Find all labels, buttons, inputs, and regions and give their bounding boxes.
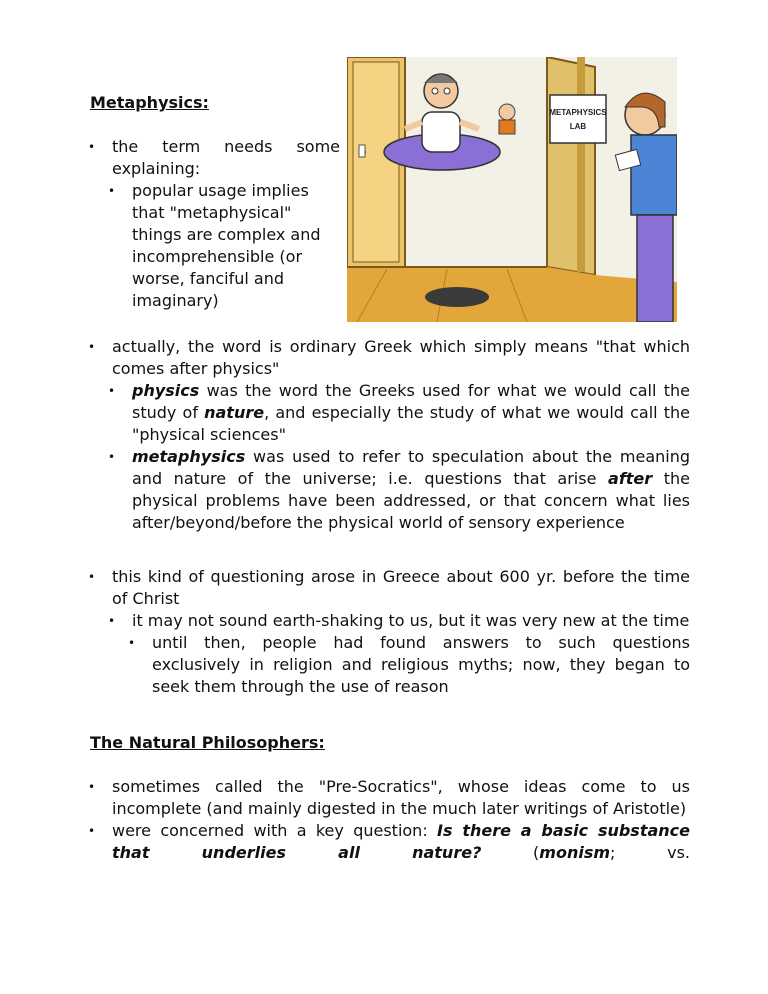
heading-metaphysics: Metaphysics: xyxy=(90,93,209,112)
bullet-term-explaining: • the term needs some explaining: xyxy=(90,136,340,180)
bullet-physics: • physics was the word the Greeks used for what we would call the study of nature, and especially the study of what we would call the "physical sciences" xyxy=(110,380,690,446)
heading-natural-philosophers: The Natural Philosophers: xyxy=(90,733,325,752)
bullet-religious-myths: • until then, people had found answers to such questions exclusively in religion and religious myths; now, they began to seek them through the use of reason xyxy=(130,632,690,698)
bullet-metaphysics-term: • metaphysics was used to refer to speculation about the meaning and nature of the universe; i.e. questions that arise after the physical problems have been addressed, or that concern what lies after/beyond/before the physical world of sensory experience xyxy=(110,446,690,534)
bullet-popular-usage: • popular usage implies that "metaphysical" things are complex and incomprehensible (or worse, fanciful and imaginary) xyxy=(110,180,322,312)
section-natural-philosophers xyxy=(90,776,690,864)
bullet-earth-shaking: • it may not sound earth-shaking to us, but it was very new at the time xyxy=(110,610,690,632)
section-questioning xyxy=(90,566,690,698)
door-sign xyxy=(549,95,607,143)
bullet-pre-socratics: • sometimes called the "Pre-Socratics", whose ideas come to us incomplete (and mainly digested in the much later writings of Aristotle) xyxy=(90,776,690,820)
bullet-key-question: • were concerned with a key question: Is there a basic substance that underlies all nature? (monism; vs. xyxy=(90,820,690,864)
intro-section xyxy=(90,136,340,312)
bullet-600-yr: • this kind of questioning arose in Greece about 600 yr. before the time of Christ xyxy=(90,566,690,610)
section-greek-word xyxy=(90,336,690,534)
door-sign-line2: LAB xyxy=(569,122,587,131)
bullet-ordinary-greek: • actually, the word is ordinary Greek which simply means "that which comes after physics" xyxy=(90,336,690,380)
door-sign-line1: METAPHYSICS xyxy=(549,108,607,117)
metaphysics-lab-cartoon xyxy=(347,57,677,322)
